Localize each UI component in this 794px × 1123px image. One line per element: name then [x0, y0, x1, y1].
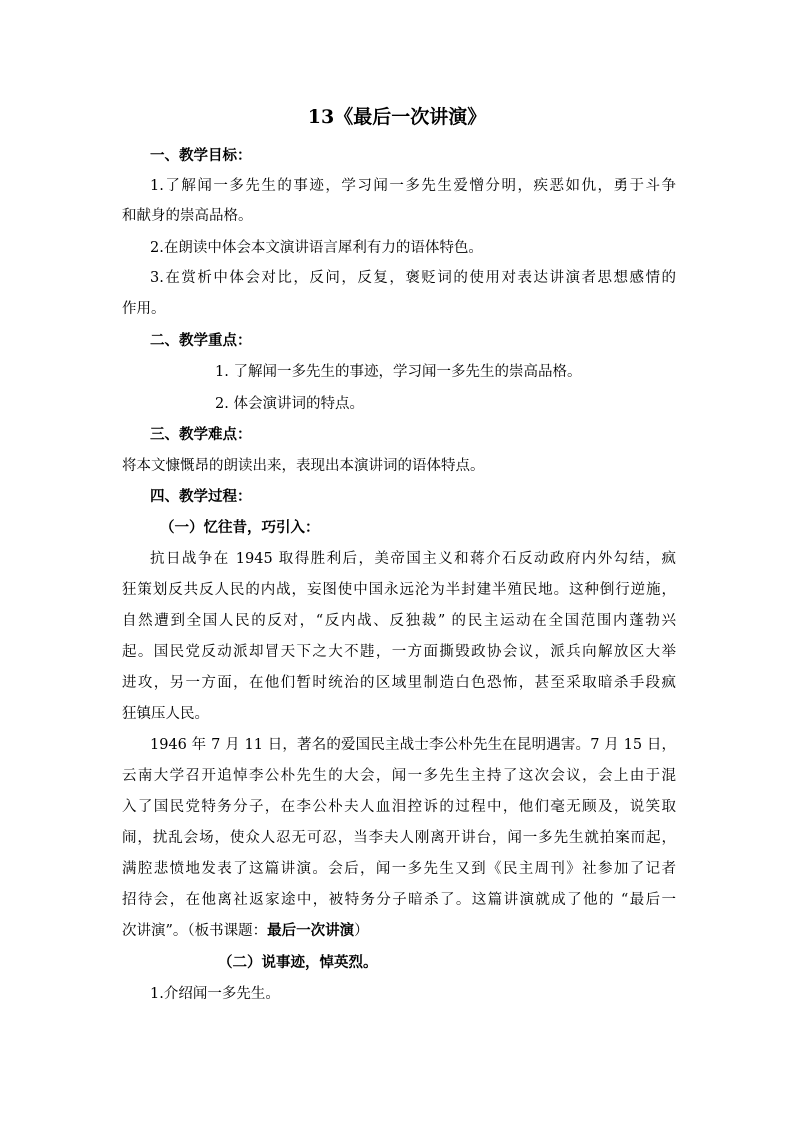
paragraph-1-line-5: 进攻，另一方面，在他们暂时统治的区域里制造白色恐怖，甚至采取暗杀手段疯	[122, 675, 676, 691]
section-heading-difficulties: 三、教学难点：	[150, 426, 252, 443]
paragraph-2-line-1: 1946 年 7 月 11 日，著名的爱国民主战士李公朴先生在昆明遇害。7 月 15 日，	[150, 737, 676, 753]
paragraph-1-line-1: 抗日战争在 1945 取得胜利后，美帝国主义和蒋介石反动政府内外勾结，疯	[150, 551, 676, 567]
subsection-heading-2: （二）说事迹，悼英烈。	[218, 954, 378, 971]
section-heading-key-points: 二、教学重点：	[150, 332, 252, 349]
paragraph-2-line-2: 云南大学召开追悼李公朴先生的大会，闻一多先生主持了这次会议，会上由于混	[122, 768, 676, 784]
paragraph-1-line-4: 起。国民党反动派却冒天下之大不韪，一方面撕毁政协会议，派兵向解放区大举	[122, 644, 676, 660]
paragraph-2-line-4: 闹，扰乱会场，使众人忍无可忍，当李夫人刚离开讲台，闻一多先生就拍案而起，	[122, 830, 676, 846]
objective-item-3-line-2: 作用。	[122, 301, 166, 317]
subsection-heading-1: （一）忆往昔，巧引入：	[160, 519, 320, 536]
key-point-item-1: 1. 了解闻一多先生的事迹，学习闻一多先生的崇高品格。	[215, 364, 582, 380]
paragraph-1-line-6: 狂镇压人民。	[122, 706, 209, 722]
paragraph-2-line-7	[122, 921, 676, 941]
difficulty-text: 将本文慷慨昂的朗读出来，表现出本演讲词的语体特点。	[122, 458, 485, 474]
paragraph-1-line-2: 狂策划反共反人民的内战，妄图使中国永远沦为半封建半殖民地。这种倒行逆施，	[122, 582, 676, 598]
section-heading-objectives: 一、教学目标：	[150, 147, 252, 164]
paragraph-2-line-7-suffix: ）	[354, 923, 369, 939]
objective-item-1-line-1: 1.了解闻一多先生的事迹，学习闻一多先生爱憎分明，疾恶如仇，勇于斗争	[150, 178, 676, 194]
objective-item-1-line-2: 和献身的崇高品格。	[122, 208, 253, 224]
paragraph-2-line-3: 入了国民党特务分子，在李公朴夫人血泪控诉的过程中，他们毫无顾及，说笑取	[122, 799, 676, 815]
subsection-2-item-1: 1.介绍闻一多先生。	[150, 986, 280, 1002]
objective-item-3-line-1: 3.在赏析中体会对比，反问，反复，褒贬词的使用对表达讲演者思想感情的	[150, 270, 676, 286]
board-title-bold: 最后一次讲演	[267, 922, 355, 939]
paragraph-1-line-3: 自然遭到全国人民的反对，“反内战、反独裁” 的民主运动在全国范围内蓬勃兴	[122, 613, 676, 629]
document-title: 13《最后一次讲演》	[307, 106, 487, 128]
paragraph-2-line-6: 招待会，在他离社返家途中，被特务分子暗杀了。这篇讲演就成了他的 “最后一	[122, 892, 676, 908]
objective-item-2: 2.在朗读中体会本文演讲语言犀利有力的语体特色。	[150, 240, 483, 256]
paragraph-2-line-5: 满腔悲愤地发表了这篇讲演。会后，闻一多先生又到《民主周刊》社参加了记者	[122, 861, 676, 877]
key-point-item-2: 2. 体会演讲词的特点。	[215, 396, 364, 412]
section-heading-process: 四、教学过程：	[150, 488, 252, 505]
paragraph-2-line-7-prefix: 次讲演”。（板书课题：	[122, 923, 268, 939]
